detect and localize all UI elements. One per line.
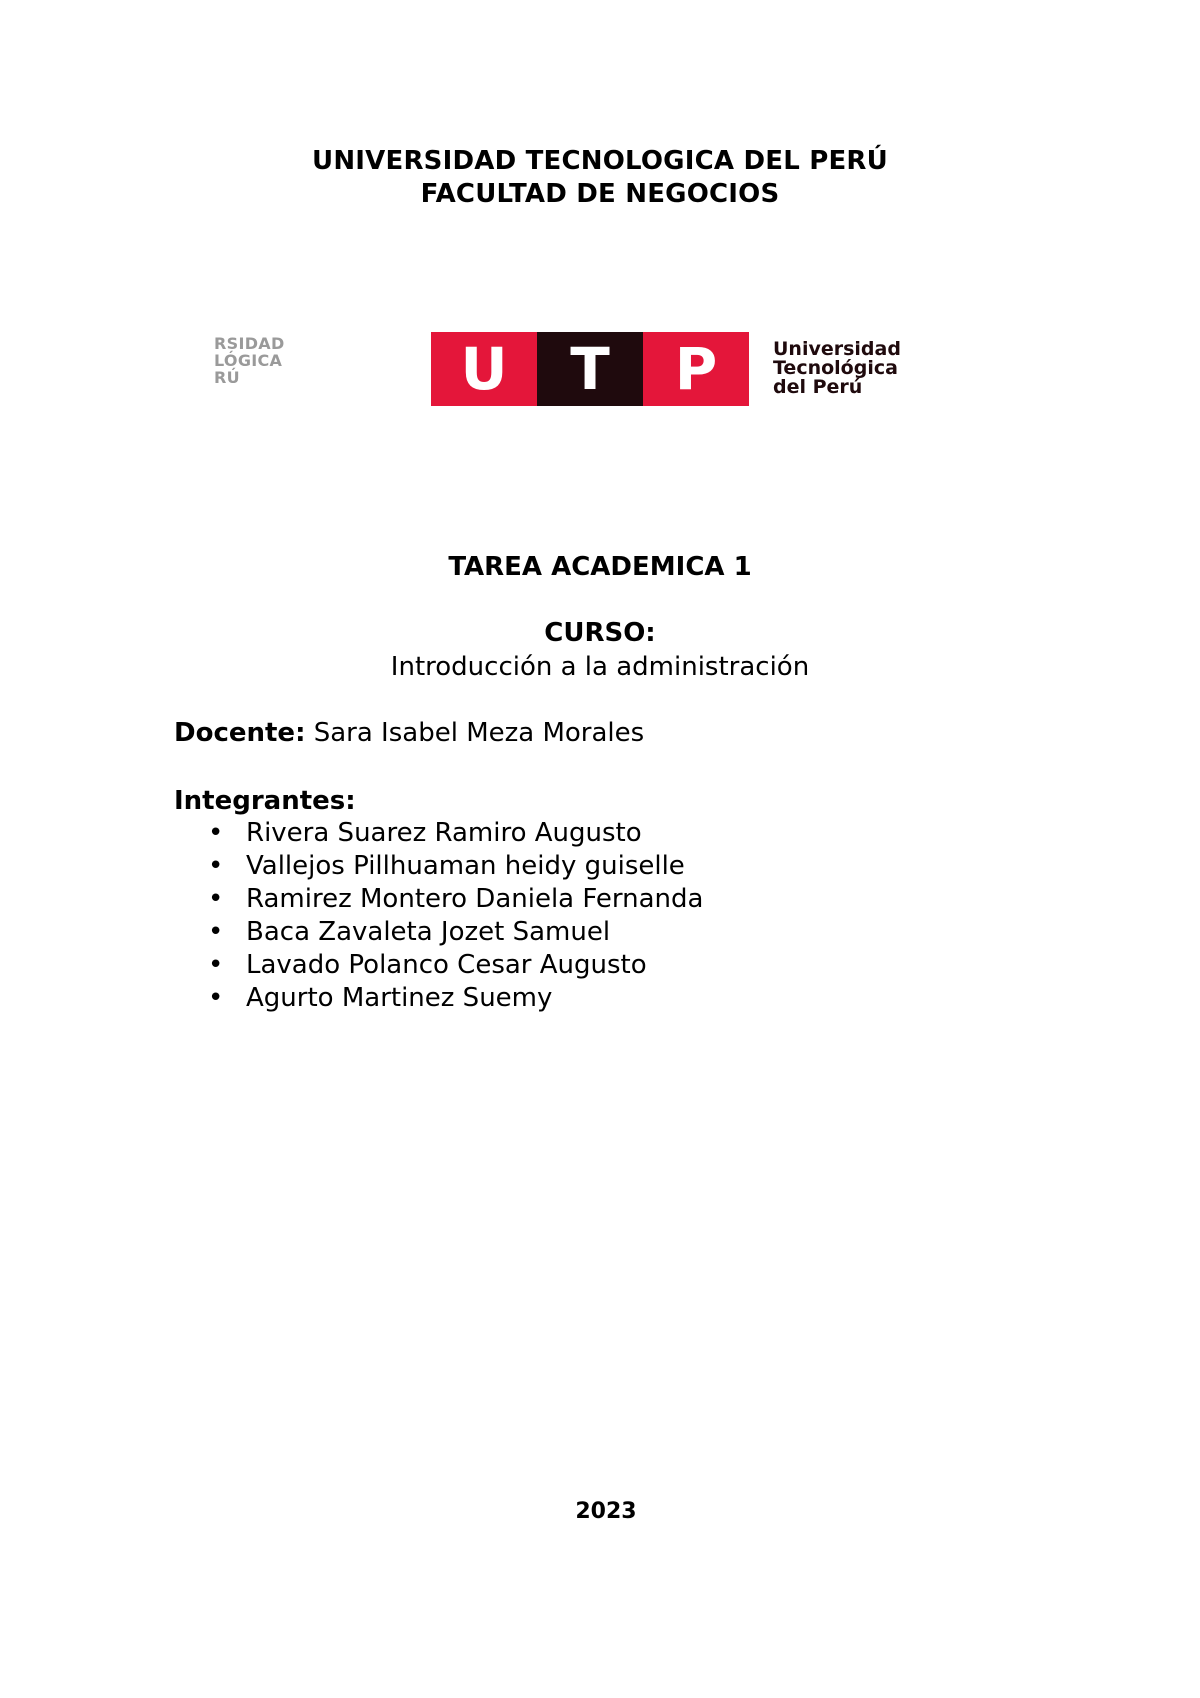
list-item [174, 949, 703, 982]
utp-logo [431, 332, 749, 406]
utp-logo-letter-t: T [537, 332, 643, 406]
member-name: Rivera Suarez Ramiro Augusto [246, 818, 642, 848]
list-item [174, 817, 703, 850]
faculty-heading: FACULTAD DE NEGOCIOS [420, 179, 780, 209]
utp-logo-letter-p: P [643, 332, 749, 406]
university-heading: UNIVERSIDAD TECNOLOGICA DEL PERÚ [312, 146, 888, 176]
bullet-icon: • [208, 950, 224, 980]
bullet-icon: • [208, 818, 224, 848]
member-name: Agurto Martinez Suemy [246, 983, 553, 1013]
assignment-title: TAREA ACADEMICA 1 [448, 552, 752, 582]
teacher-label: Docente: [174, 718, 306, 748]
list-item [174, 916, 703, 949]
member-name: Ramirez Montero Daniela Fernanda [246, 884, 704, 914]
member-name: Vallejos Pillhuaman heidy guiselle [246, 851, 685, 881]
course-label: CURSO: [544, 618, 656, 648]
bullet-icon: • [208, 851, 224, 881]
utp-logo-letter-u: U [431, 332, 537, 406]
bullet-icon: • [208, 884, 224, 914]
utp-wordmark-line: Tecnológica [773, 357, 898, 379]
members-label: Integrantes: [174, 786, 356, 816]
faded-university-logo [214, 336, 285, 387]
bullet-icon: • [208, 917, 224, 947]
teacher-line [174, 716, 644, 750]
faded-logo-line: RÚ [214, 368, 240, 387]
document-year: 2023 [575, 1499, 637, 1524]
faded-logo-line: LÓGICA [214, 351, 283, 370]
list-item [174, 883, 703, 916]
member-name: Lavado Polanco Cesar Augusto [246, 950, 647, 980]
utp-wordmark-line: Universidad [773, 338, 901, 360]
faded-logo-line: RSIDAD [214, 334, 285, 353]
teacher-name: Sara Isabel Meza Morales [313, 718, 645, 748]
utp-wordmark-line: del Perú [773, 376, 863, 398]
list-item [174, 982, 703, 1015]
course-name: Introducción a la administración [390, 652, 810, 682]
bullet-icon: • [208, 983, 224, 1013]
list-item [174, 850, 703, 883]
utp-wordmark [773, 340, 901, 397]
member-name: Baca Zavaleta Jozet Samuel [246, 917, 611, 947]
members-list [174, 817, 703, 1015]
